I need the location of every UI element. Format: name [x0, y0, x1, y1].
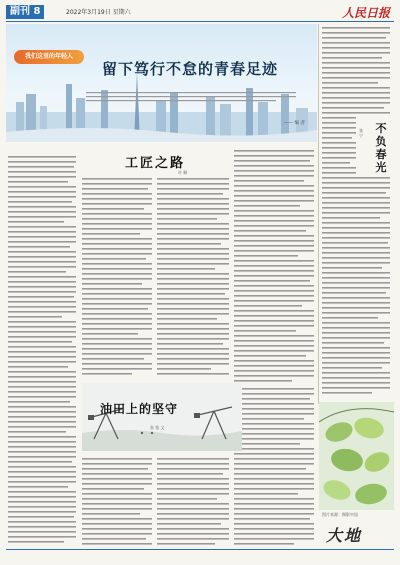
section-label: 副刊 8: [6, 5, 44, 19]
article-author-gongjiang: 许 顺: [178, 170, 188, 175]
green-leaves-icon: [319, 402, 394, 510]
footer-rule: [6, 549, 394, 550]
article-title-bufu: 不负春光: [375, 122, 387, 174]
editor-byline: —— 编 者: [284, 121, 305, 126]
feature-title: 留下笃行不怠的青春足迹: [102, 60, 279, 78]
supplement-name: 大地: [326, 526, 363, 545]
article-title-gongjiang: 工匠之路: [125, 156, 186, 171]
article-title-youtian: 油田上的坚守: [100, 402, 179, 416]
newspaper-logo: 人民日报: [341, 6, 390, 20]
article-author-bufu: 张 宁: [359, 128, 363, 138]
leaves-photo: [319, 402, 394, 510]
article-author-youtian: 朱 佑 文: [150, 425, 165, 430]
photo-caption: 图片来源：摄影中国: [322, 512, 358, 517]
issue-date: 2022年3月19日 星期六: [66, 9, 131, 16]
oilfield-illustration: [82, 383, 242, 451]
column-banner-text: 我们这里的年轻人: [24, 53, 73, 60]
